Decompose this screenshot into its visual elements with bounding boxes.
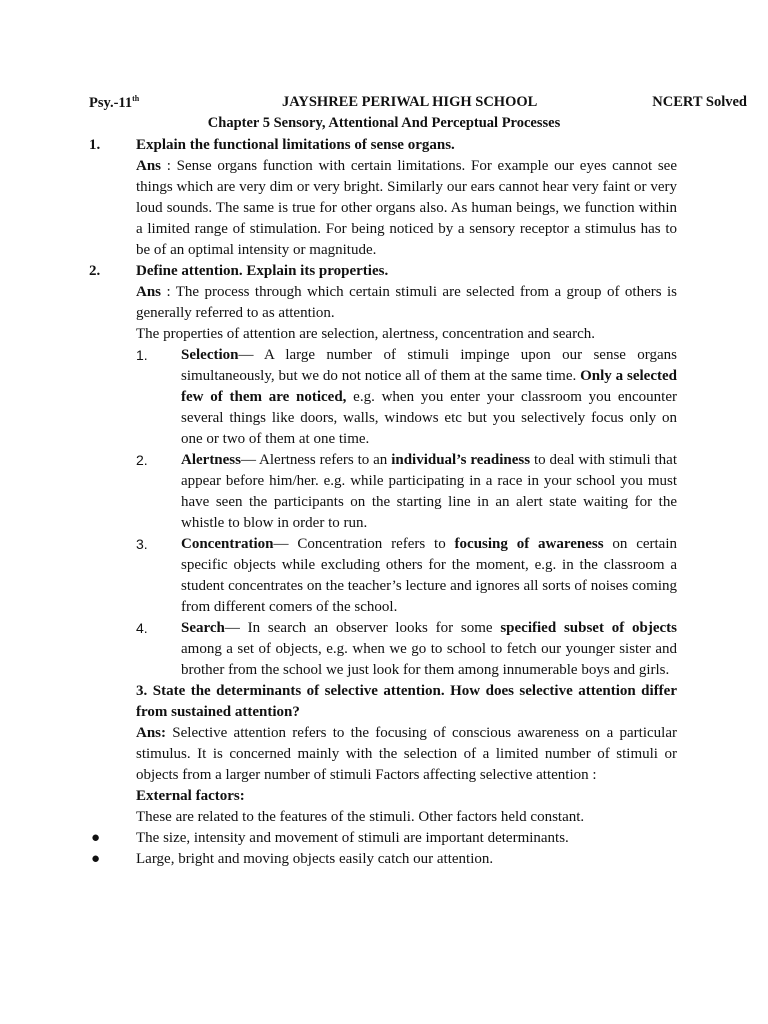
property-item-search <box>89 618 677 681</box>
answer-text: : The process through which certain stimuli are selected from a group of others is generally referred to as attention. <box>136 284 677 321</box>
item-term: Search <box>181 620 225 636</box>
item-number: 4. <box>136 620 148 636</box>
item-term: Concentration <box>181 536 274 552</box>
item-highlight: Only a selected few of them are noticed, <box>181 368 677 405</box>
item-text: to deal with stimuli that appear before him/her. e.g. while participating in a race in your school you must have seen the participants on the starting line in an alert state waiting for the whistle to blow in order to run. <box>181 452 677 531</box>
answer-1 <box>89 156 677 261</box>
answer-label: Ans: <box>136 725 167 741</box>
answer-3 <box>89 723 677 786</box>
item-number: 3. <box>136 536 148 552</box>
question-text: Explain the functional limitations of sense organs. <box>136 137 455 153</box>
question-number: 3. <box>136 683 148 699</box>
document-body <box>89 135 677 870</box>
question-2 <box>89 261 677 282</box>
item-text: among a set of objects, e.g. when we go to school to fetch our younger sister and brother from the school we just look for them among innumerable boys and girls. <box>181 641 677 678</box>
item-highlight: individual’s readiness <box>391 452 531 468</box>
property-item-concentration <box>89 534 677 618</box>
chapter-title: Chapter 5 Sensory, Attentional And Perceptual Processes <box>207 115 561 131</box>
question-text: Define attention. Explain its properties. <box>136 263 389 279</box>
answer-2 <box>89 282 677 324</box>
answer-label: Ans <box>136 158 162 174</box>
question-text: State the determinants of selective attention. How does selective attention differ from sustained attention? <box>136 683 677 720</box>
properties-line: The properties of attention are selection, alertness, concentration and search. <box>136 326 595 342</box>
class-superscript: th <box>132 94 140 103</box>
item-text: — Concentration refers to <box>273 536 455 552</box>
question-number: 1. <box>89 137 101 153</box>
item-term: Selection <box>181 347 239 363</box>
item-text: on certain specific objects while excluding others for the moment, e.g. in the classroom a student concentrates on the teacher’s lecture and ignores all sorts of noises coming from different comers of the school. <box>181 536 678 615</box>
property-item-alertness <box>89 450 677 534</box>
property-item-selection <box>89 345 677 450</box>
external-factors-heading: External factors: <box>136 788 245 804</box>
bullet-text: Large, bright and moving objects easily catch our attention. <box>136 851 494 867</box>
item-number: 2. <box>136 452 148 468</box>
item-text: — In search an observer looks for some <box>224 620 501 636</box>
item-highlight: focusing of awareness <box>454 536 604 552</box>
class-text: Psy.-11 <box>89 94 133 111</box>
external-factors-text: These are related to the features of the stimuli. Other factors held constant. <box>136 809 585 825</box>
bullet-text: The size, intensity and movement of stimuli are important determinants. <box>136 830 569 846</box>
question-1 <box>89 135 677 156</box>
item-text: — A large number of stimuli impinge upon our sense organs simultaneously, but we do not notice all of them at the same time. <box>181 347 677 384</box>
item-term: Alertness <box>181 452 241 468</box>
question-number: 2. <box>89 263 101 279</box>
header-ncert-label: NCERT Solved <box>652 94 747 110</box>
item-number: 1. <box>136 347 148 363</box>
item-text: — Alertness refers to an <box>241 452 392 468</box>
answer-text: : Sense organs function with certain limitations. For example our eyes cannot see things which are very dim or very bright. Similarly our ears cannot hear very faint or very loud sounds. The same is true for other organs also. As human beings, we function within a limited range of stimulation. For being noticed by a sensory receptor a stimulus has to be of an optimal intensity or magnitude. <box>136 158 677 258</box>
answer-label: Ans <box>136 284 162 300</box>
question-3 <box>89 681 677 723</box>
item-highlight: specified subset of objects <box>500 620 677 636</box>
school-name: JAYSHREE PERIWAL HIGH SCHOOL <box>282 94 538 110</box>
item-text: e.g. when you enter your classroom you encounter several things like doors, walls, windows etc but you selectively focus only on one or two of them at one time. <box>181 389 678 447</box>
bullet-item <box>89 828 677 849</box>
header-class-label <box>89 94 139 112</box>
bullet-icon: ● <box>91 851 101 867</box>
answer-text: Selective attention refers to the focusing of conscious awareness on a particular stimulus. It is concerned mainly with the selection of a limited number of stimuli or objects from a larger number of stimuli Factors affecting selective attention : <box>136 725 677 783</box>
bullet-icon: ● <box>91 830 101 846</box>
bullet-item <box>89 849 677 870</box>
